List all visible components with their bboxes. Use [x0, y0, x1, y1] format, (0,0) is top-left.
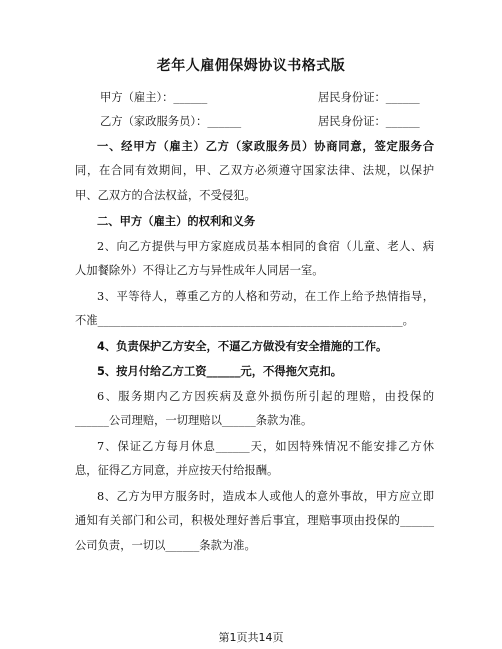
section-2-heading: 二、甲方（雇主）的权利和义务	[97, 215, 256, 228]
intro-line-1: 一、经甲方（雇主）乙方（家政服务员）协商同意，签定服务合	[97, 140, 434, 153]
item-2-line-2: 人加餐除外）不得让乙方与异性成年人同居一室。	[75, 264, 324, 277]
item-3-line-1: 3、平等待人，尊重乙方的人格和劳动，在工作上给予热情指导，	[97, 290, 434, 303]
item-6-line-2: ______公司理赔，一切理赔以______条款为准。	[75, 414, 313, 427]
item-3-line-2: 不准______________________________________________________。	[75, 314, 414, 327]
party-b-id-label: 居民身份证：______	[318, 115, 420, 128]
item-8-line-3: 公司负责，一切以______条款为准。	[75, 539, 256, 552]
item-8-line-1: 8、乙方为甲方服务时，造成本人或他人的意外事故，甲方应立即	[97, 490, 434, 503]
item-2-line-1: 2、向乙方提供与甲方家庭成员基本相同的食宿（儿童、老人、病	[97, 240, 434, 253]
page-footer: 第1页共14页	[218, 631, 284, 644]
intro-line-2: 同，在合同有效期间，甲、乙双方必须遵守国家法律、法规，以保护	[75, 164, 434, 177]
item-7-line-1: 7、保证乙方每月休息______天，如因特殊情况不能安排乙方休	[97, 440, 434, 453]
item-6-line-1: 6、服务期内乙方因疾病及意外损伤所引起的理赔，由投保的	[97, 390, 434, 403]
party-a-id-label: 居民身份证：______	[318, 91, 420, 104]
party-b-label: 乙方（家政服务员）：______	[100, 115, 242, 128]
item-8-line-2: 通知有关部门和公司，积极处理好善后事宜，理赔事项由投保的______	[75, 514, 434, 527]
intro-line-3: 甲、乙双方的合法权益，不受侵犯。	[75, 189, 256, 202]
item-5: 5、按月付给乙方工资______元，不得拖欠克扣。	[97, 365, 343, 378]
document-title: 老年人雇佣保姆协议书格式版	[156, 58, 346, 74]
item-4: 4、负责保护乙方安全，不逼乙方做没有安全措施的工作。	[97, 340, 388, 353]
item-7-line-2: 息，征得乙方同意，并应按天付给报酬。	[75, 464, 279, 477]
party-a-label: 甲方（雇主）：______	[100, 91, 208, 104]
